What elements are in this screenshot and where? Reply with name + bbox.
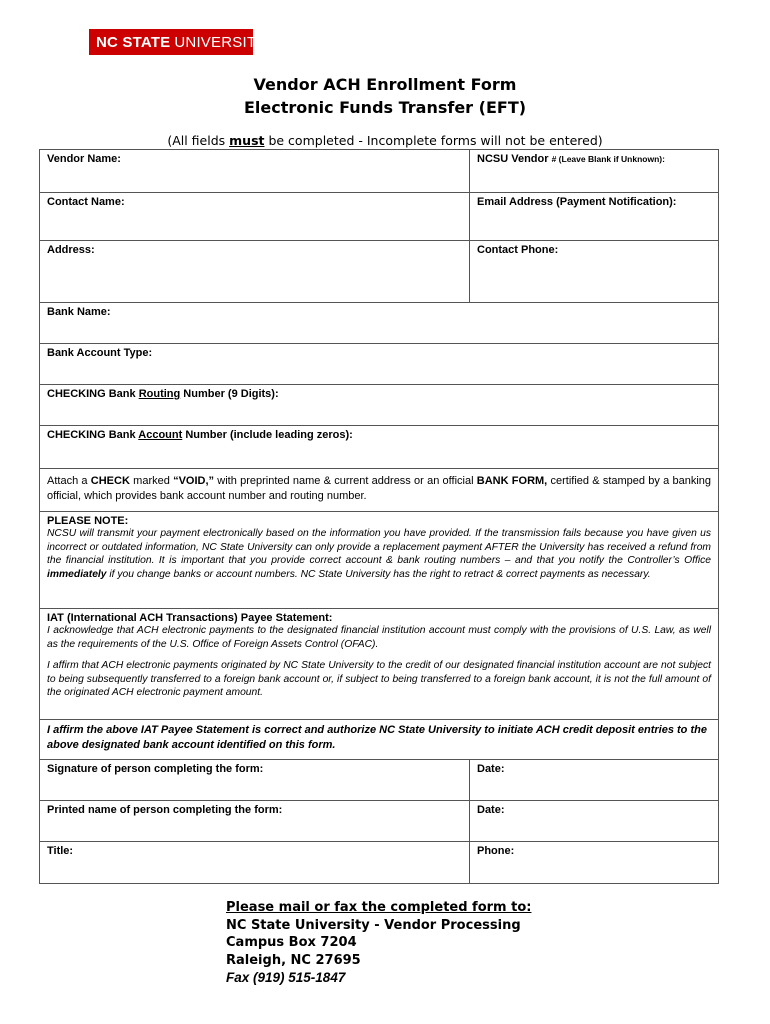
contact-row xyxy=(40,192,718,240)
printed-name-row xyxy=(40,800,718,841)
iat-paragraph-1: I acknowledge that ACH electronic payments to the designated financial institution account must comply with the provisions of U.S. Law, as well as the requirements of the U.S. Office of Foreign Assets Control (OFAC). xyxy=(47,625,711,650)
note-immediately: immediately xyxy=(47,568,107,580)
account-label-post: Number (include leading zeros): xyxy=(182,429,353,441)
form-title: Vendor ACH Enrollment Form xyxy=(253,75,517,94)
notice-post: be completed - Incomplete forms will not be entered) xyxy=(264,133,603,148)
attach-text-2: marked xyxy=(129,475,174,487)
printed-date-label: Date: xyxy=(477,804,505,816)
vendor-name-field[interactable] xyxy=(40,150,470,192)
please-note-body xyxy=(40,527,718,585)
address-label: Address: xyxy=(47,244,95,256)
note-body-2: if you change banks or account numbers. NC State University has the right to retract & correct payments as necessary. xyxy=(106,568,651,580)
account-number-field[interactable] xyxy=(40,425,718,468)
attach-check-instructions xyxy=(40,468,718,511)
please-note-section xyxy=(40,511,718,608)
vendor-row xyxy=(40,150,718,192)
attach-text-1: Attach a xyxy=(47,475,91,487)
attach-text-4: certified & stamped by a banking official, which provides bank account number and routing number. xyxy=(47,475,712,502)
account-type-field[interactable] xyxy=(40,343,718,384)
ncsu-vendor-label: NCSU Vendor xyxy=(477,153,552,165)
address-row xyxy=(40,240,718,302)
attach-bank-form: BANK FORM, xyxy=(476,475,548,487)
iat-section xyxy=(40,608,718,719)
printed-name-field[interactable] xyxy=(40,801,470,841)
printed-name-label: Printed name of person completing the form: xyxy=(47,804,283,816)
form-subtitle-eft: Electronic Funds Transfer (EFT) xyxy=(243,98,527,117)
iat-heading: IAT (International ACH Transactions) Payee Statement: xyxy=(47,612,333,624)
routing-label-underlined: Routing xyxy=(138,388,181,400)
title-label: Title: xyxy=(47,845,74,857)
please-note-heading: PLEASE NOTE: xyxy=(47,515,129,527)
mailing-instructions xyxy=(226,899,531,987)
mail-line-3: Raleigh, NC 27695 xyxy=(226,952,361,968)
logo-light-text: UNIVERSITY xyxy=(174,33,267,51)
signature-row xyxy=(40,759,718,800)
enrollment-form xyxy=(39,149,719,884)
contact-phone-field[interactable] xyxy=(470,241,718,302)
phone-label: Phone: xyxy=(477,845,515,857)
vendor-name-label: Vendor Name: xyxy=(47,153,121,165)
title-field[interactable] xyxy=(40,842,470,883)
routing-label-post: Number (9 Digits): xyxy=(180,388,279,400)
mail-line-1: NC State University - Vendor Processing xyxy=(226,917,521,933)
note-body-1: NCSU will transmit your payment electronically based on the information you have provided. If the transmission fails because you have given us incorrect or outdated information, NC State University can only provide a replacement payment AFTER the University has received a refund from the financial institution. It is important that you provide correct account & bank routing numbers – and that you notify the Controller’s Office xyxy=(47,528,711,567)
title-row xyxy=(40,841,718,883)
notice-pre: (All fields xyxy=(167,133,230,148)
email-label: Email Address (Payment Notification): xyxy=(477,196,677,208)
routing-label-pre: CHECKING Bank xyxy=(47,388,139,400)
ncsu-vendor-note: # (Leave Blank if Unknown): xyxy=(551,154,665,164)
account-label-pre: CHECKING Bank xyxy=(47,429,139,441)
signature-date-field[interactable] xyxy=(470,760,718,800)
email-field[interactable] xyxy=(470,193,718,240)
logo-bold-text: NC STATE xyxy=(96,33,171,51)
printed-date-field[interactable] xyxy=(470,801,718,841)
signature-field[interactable] xyxy=(40,760,470,800)
mail-fax: Fax (919) 515-1847 xyxy=(226,970,346,985)
signature-label: Signature of person completing the form: xyxy=(47,763,264,775)
required-fields-notice xyxy=(0,133,770,148)
mail-line-2: Campus Box 7204 xyxy=(226,935,357,950)
contact-name-label: Contact Name: xyxy=(47,196,125,208)
notice-must: must xyxy=(229,133,265,148)
attach-check: CHECK xyxy=(90,475,130,487)
phone-field[interactable] xyxy=(470,842,718,883)
attach-text-3: with preprinted name & current address or an official xyxy=(214,475,477,487)
address-field[interactable] xyxy=(40,241,470,302)
mail-heading: Please mail or fax the completed form to: xyxy=(226,900,532,915)
account-label-underlined: Account xyxy=(138,429,183,441)
bank-name-label: Bank Name: xyxy=(47,306,111,318)
attach-void: “VOID,” xyxy=(173,475,215,487)
signature-date-label: Date: xyxy=(477,763,505,775)
ncsu-vendor-field[interactable] xyxy=(470,150,718,192)
iat-affirmation: I affirm the above IAT Payee Statement is correct and authorize NC State University to initiate ACH credit deposit entries to the above designated bank account identified on this form. xyxy=(40,719,718,759)
bank-name-field[interactable] xyxy=(40,302,718,343)
account-type-label: Bank Account Type: xyxy=(47,347,153,359)
routing-number-field[interactable] xyxy=(40,384,718,425)
nc-state-logo xyxy=(89,29,267,55)
contact-phone-label: Contact Phone: xyxy=(477,244,559,256)
contact-name-field[interactable] xyxy=(40,193,470,240)
iat-paragraph-2: I affirm that ACH electronic payments originated by NC State University to the credit of our designated financial institution account are not subject to being subsequently transferred to a foreign bank account or, if subject to being transferred to a foreign bank account, it is not the full amount of the originated ACH electronic payment amount. xyxy=(47,660,711,699)
